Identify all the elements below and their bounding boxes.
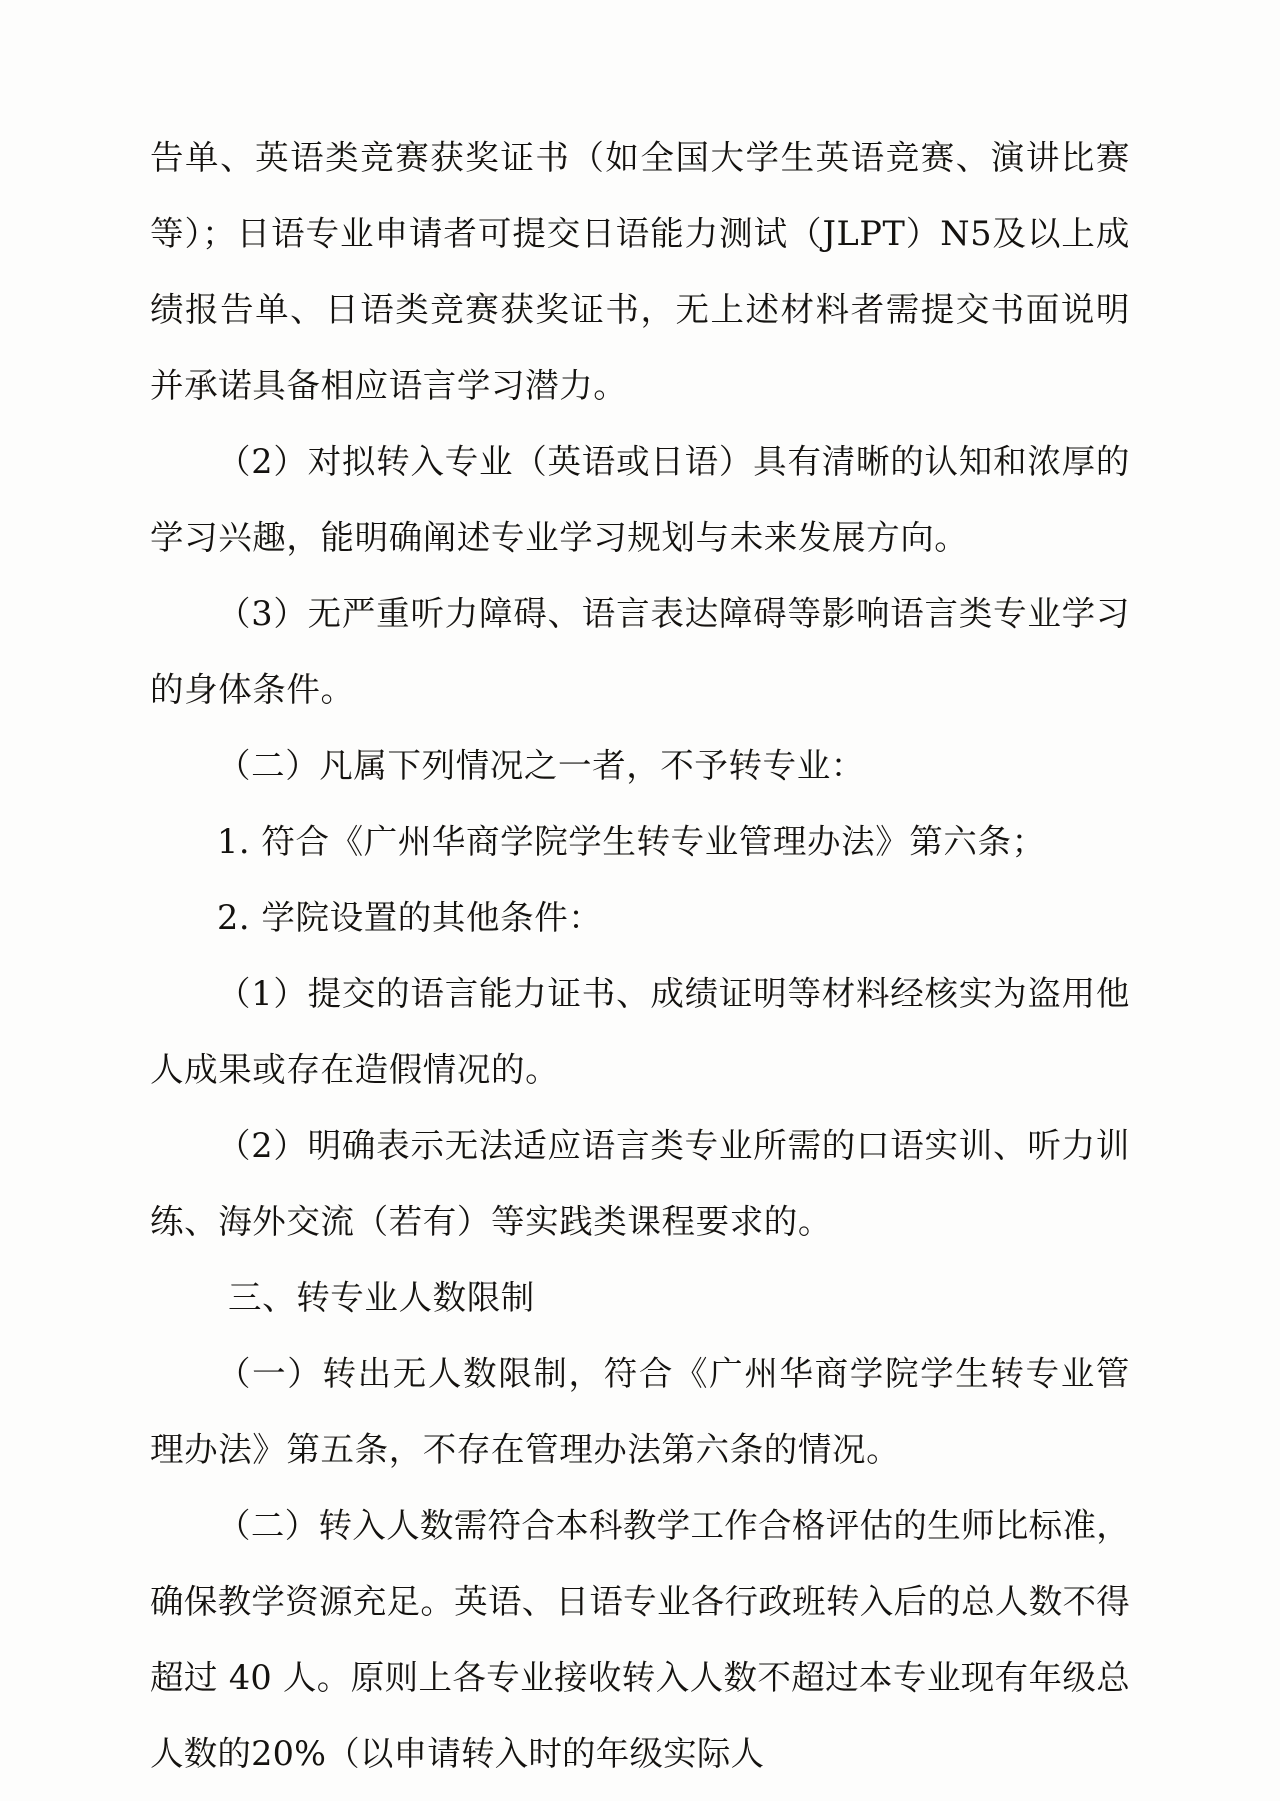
paragraph-item-2-sub-1: （1）提交的语言能力证书、成绩证明等材料经核实为盗用他人成果或存在造假情况的。 bbox=[150, 974, 1130, 1089]
heading-section-three: 三、转专业人数限制 bbox=[228, 1278, 535, 1317]
paragraph-item-1: 1. 符合《广州华商学院学生转专业管理办法》第六条； bbox=[217, 822, 1046, 861]
paragraph-continued-materials: 告单、英语类竞赛获奖证书（如全国大学生英语竞赛、演讲比赛等）；日语专业申请者可提交日语能力测试（JLPT）N5及以上成绩报告单、日语类竞赛获奖证书，无上述材料者需提交书面说明并承诺具备相应语言学习潜力。 bbox=[150, 138, 1130, 405]
paragraph-item-2: 2. 学院设置的其他条件： bbox=[217, 898, 603, 937]
paragraph-condition-3: （3）无严重听力障碍、语言表达障碍等影响语言类专业学习的身体条件。 bbox=[150, 594, 1130, 709]
document-body bbox=[150, 120, 1130, 1792]
paragraph-limit-one: （一）转出无人数限制，符合《广州华商学院学生转专业管理办法》第五条，不存在管理办法第六条的情况。 bbox=[150, 1354, 1130, 1469]
paragraph-item-2-sub-2: （2）明确表示无法适应语言类专业所需的口语实训、听力训练、海外交流（若有）等实践类课程要求的。 bbox=[150, 1126, 1130, 1241]
paragraph-limit-two: （二）转入人数需符合本科教学工作合格评估的生师比标准，确保教学资源充足。英语、日语专业各行政班转入后的总人数不得超过 40 人。原则上各专业接收转入人数不超过本专业现有年级总人数的20%（以申请转入时的年级实际人 bbox=[150, 1506, 1130, 1773]
paragraph-condition-2: （2）对拟转入专业（英语或日语）具有清晰的认知和浓厚的学习兴趣，能明确阐述专业学习规划与未来发展方向。 bbox=[150, 442, 1130, 557]
paragraph-section-two-heading: （二）凡属下列情况之一者，不予转专业： bbox=[217, 746, 865, 785]
